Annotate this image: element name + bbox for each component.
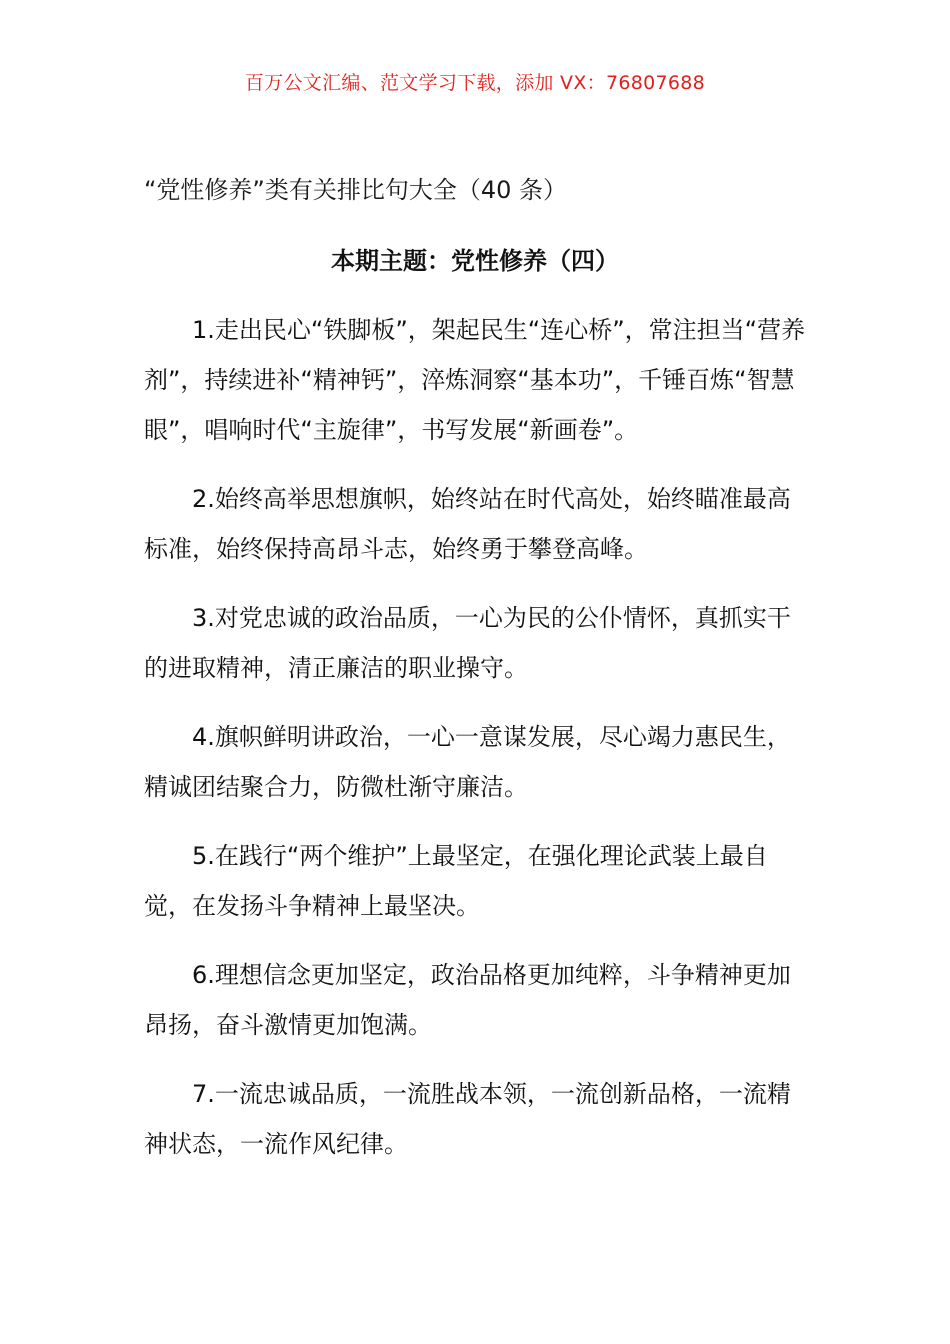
sentence-item-6: 6.理想信念更加坚定，政治品格更加纯粹，斗争精神更加昂扬，奋斗激情更加饱满。 xyxy=(144,961,791,1039)
sentence-item-1: 1.走出民心“铁脚板”，架起民生“连心桥”，常注担当“营养剂”，持续进补“精神钙”，淬炼洞察“基本功”，千锤百炼“智慧眼”，唱响时代“主旋律”，书写发展“新画卷”。 xyxy=(144,316,806,444)
document-title: “党性修养”类有关排比句大全（40 条） xyxy=(144,176,568,204)
header-note: 百万公文汇编、范文学习下载，添加 VX：76807688 xyxy=(244,72,706,94)
sentence-item-4: 4.旗帜鲜明讲政治，一心一意谋发展，尽心竭力惠民生，精诚团结聚合力，防微杜渐守廉洁。 xyxy=(144,723,791,801)
sentence-item-3: 3.对党忠诚的政治品质，一心为民的公仆情怀，真抓实干的进取精神，清正廉洁的职业操守。 xyxy=(144,604,791,682)
sentence-item-2: 2.始终高举思想旗帜，始终站在时代高处，始终瞄准最高标准，始终保持高昂斗志，始终勇于攀登高峰。 xyxy=(144,485,791,563)
sentence-item-7: 7.一流忠诚品质，一流胜战本领，一流创新品格，一流精神状态，一流作风纪律。 xyxy=(144,1080,791,1158)
sentence-list xyxy=(144,305,809,1188)
sentence-item-5: 5.在践行“两个维护”上最坚定，在强化理论武装上最自觉，在发扬斗争精神上最坚决。 xyxy=(144,842,768,920)
document-subtitle: 本期主题：党性修养（四） xyxy=(331,247,619,275)
